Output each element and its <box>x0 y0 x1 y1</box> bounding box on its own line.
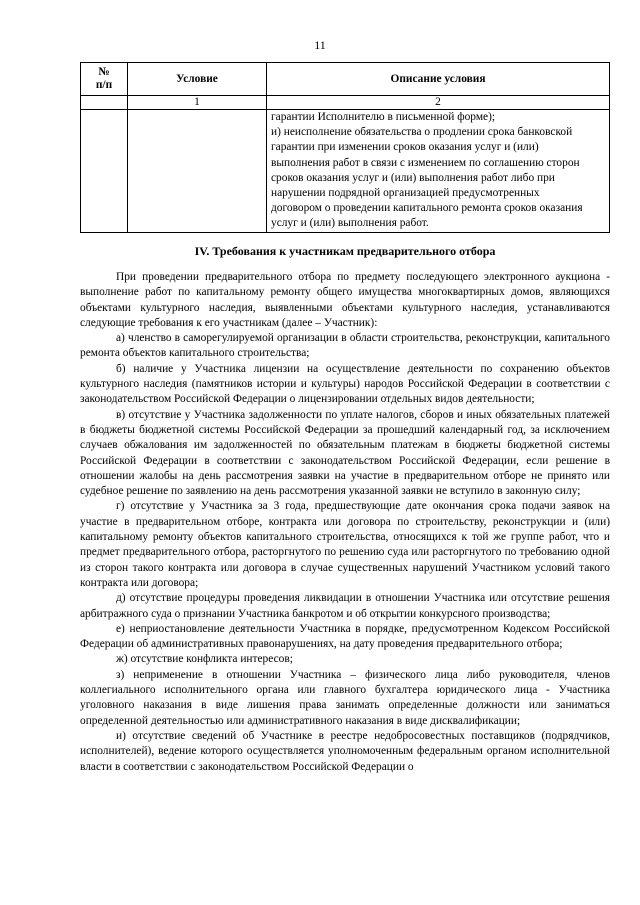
description-line: гарантии Исполнителю в письменной форме); <box>271 111 496 123</box>
index-cell-2: 2 <box>267 96 610 110</box>
requirement-g: г) отсутствие у Участника за 3 года, предшествующие дате окончания срока подачи заявок на участие в предварительном отборе, контракта или договора по строительству, реконструкции и (или) капитальному ремонту объектов капитального строительства, относящихся к той же группе работ, что и предмет предварительного отбора, расторгнутого по решению суда или расторгнутого по требованию одной из сторон такого контракта или договора в случае существенных нарушений Участником условий такого контракта или договора; <box>80 500 610 589</box>
requirement-z: з) неприменение в отношении Участника – физического лица либо руководителя, членов коллегиального исполнительного органа или главного бухгалтера юридического лица - Участника уголовного наказания в виде лишения права занимать определенные должности или заниматься определенной деятельностью или административного наказания в виде дисквалификации; <box>80 668 610 727</box>
table-index-row <box>81 96 610 110</box>
row-description-cell <box>267 110 610 233</box>
header-number: № п/п <box>81 63 128 96</box>
table-row <box>81 110 610 233</box>
requirement-e: е) неприостановление деятельности Участника в порядке, предусмотренном Кодексом Российской Федерации об административных правонарушениях, на дату проведения предварительного отбора; <box>80 622 610 651</box>
requirement-zh: ж) отсутствие конфликта интересов; <box>116 653 293 666</box>
description-line: гарантии при изменении сроков оказания услуг и (или) <box>271 141 539 154</box>
description-line: договором о проведении капитального ремонта сроков оказания <box>271 202 583 215</box>
table-header-row <box>81 63 610 96</box>
header-condition: Условие <box>128 63 267 96</box>
section-title: IV. Требования к участникам предварительного отбора <box>194 244 496 258</box>
requirement-d: д) отсутствие процедуры проведения ликвидации в отношении Участника или отсутствие решения арбитражного суда о признании Участника банкротом и об открытии конкурсного производства; <box>80 592 610 620</box>
row-number-cell <box>81 110 128 233</box>
intro-paragraph: При проведении предварительного отбора по предмету последующего электронного аукциона - выполнение работ по капитальному ремонту общего имущества многоквартирных домов, являющихся объектами культурного наследия, выявленными объектами культурного наследия, устанавливаются следующие требования к его участникам (далее – Участник): <box>80 271 610 329</box>
requirement-v: в) отсутствие у Участника задолженности по уплате налогов, сборов и иных обязательных платежей в бюджеты бюджетной системы Российской Федерации за прошедший календарный год, за исключением случаев обжалования им задолженностей по обязательным платежам в бюджеты бюджетной системы Российской Федерации в соответствии с законодательством Российской Федерации, если решение в отношении жалобы на день рассмотрения заявки на участие в предварительном отборе не принято или судебное решение по заявлению на день рассмотрения указанной заявки не вступило в законную силу; <box>80 408 610 498</box>
description-line: сроков оказания услуг и (или) выполнения работ либо при <box>271 171 555 184</box>
header-description: Описание условия <box>267 63 610 96</box>
requirement-i: и) отсутствие сведений об Участнике в реестре недобросовестных поставщиков (подрядчиков, исполнителей), ведение которого осуществляется уполномоченным федеральным органом исполнительной власти в соответствии с законодательством Российской Федерации о <box>80 729 610 773</box>
page-number: 11 <box>314 38 326 52</box>
row-condition-cell <box>128 110 267 233</box>
description-line: нарушении подрядной организацией предусмотренных <box>271 187 540 200</box>
description-line: выполнения работ в связи с изменением по соглашению сторон <box>271 156 580 169</box>
index-cell-0 <box>81 96 128 110</box>
description-line: и) неисполнение обязательства о продлении срока банковской <box>271 126 573 139</box>
index-cell-1: 1 <box>128 96 267 110</box>
conditions-table <box>80 62 610 233</box>
body-text <box>80 270 610 775</box>
requirement-a: а) членство в саморегулируемой организации в области строительства, реконструкции, капитального ремонта объектов капитального строительства; <box>80 332 610 360</box>
description-line: услуг и (или) выполнения работ. <box>271 217 429 230</box>
requirement-b: б) наличие у Участника лицензии на осуществление деятельности по сохранению объектов культурного наследия (памятников истории и культуры) народов Российской Федерации в соответствии с законодательством Российской Федерации о лицензировании отдельных видов деятельности; <box>80 362 610 406</box>
